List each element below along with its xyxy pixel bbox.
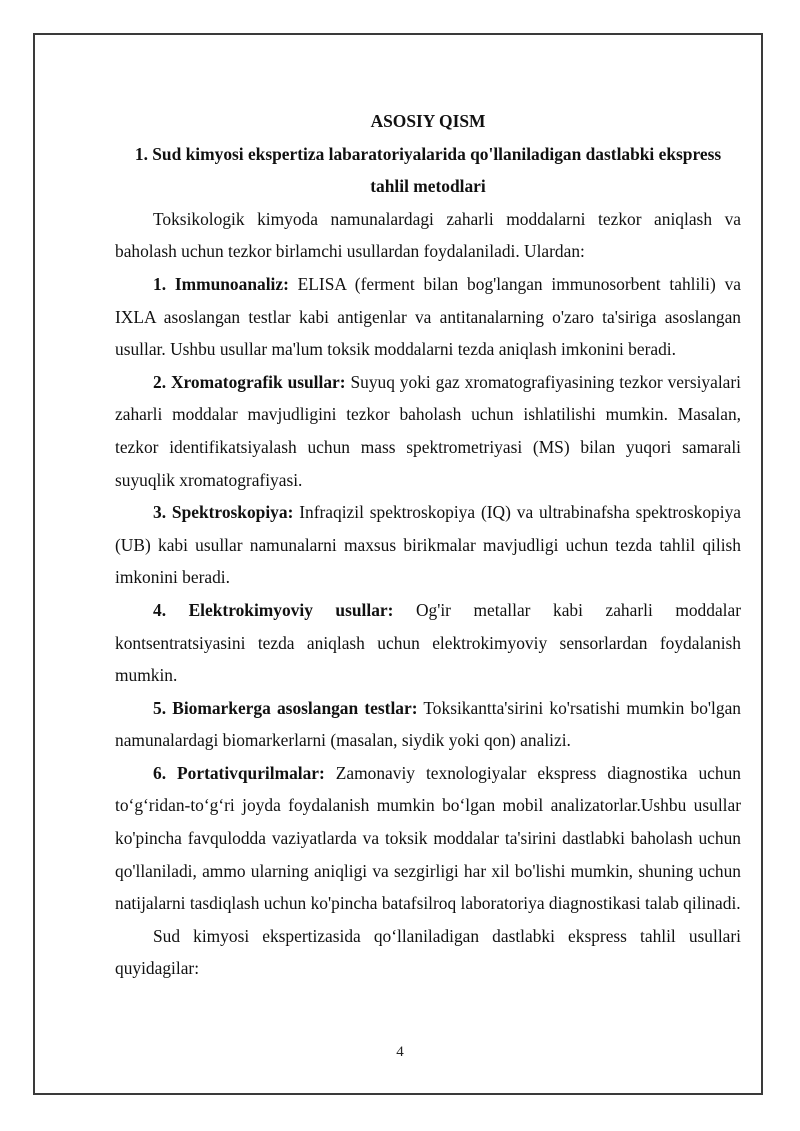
page-number: 4 — [396, 1044, 404, 1060]
item-label: 2. Xromatografik usullar: — [153, 371, 346, 392]
item-text: ELISA (ferment bilan bog'langan immunosorbent tahlili) va IXLA asoslangan testlar kabi antigenlar va antitanalarning o'zaro ta'siriga asoslangan usullar. Ushbu usullar ma'lum toksik moddalarni tezda aniqlash imkonini beradi. — [115, 273, 741, 360]
document-body — [115, 105, 741, 985]
item-text: Infraqizil spektroskopiya (IQ) va ultrabinafsha spektroskopiya (UB) kabi usullar namunalarni maxsus birikmalar mavjudligi uchun tezda tahlil qilish imkonini beradi. — [115, 502, 741, 588]
item-label: 5. Biomarkerga asoslangan testlar: — [153, 697, 418, 718]
item-text: Suyuq yoki gaz xromatografiyasining tezkor versiyalari zaharli moddalar mavjudligini tezkor baholash uchun ishlatilishi mumkin. Masalan, tezkor identifikatsiyalash uchun mass spektrometriyasi (MS) bilan yuqori samarali suyuqlik xromatografiyasi. — [115, 371, 742, 490]
item-label: 4. Elektrokimyoviy usullar: — [153, 599, 394, 620]
item-text: Zamonaviy texnologiyalar ekspress diagnostika uchun to‘g‘ridan-to‘g‘ri joyda foydalanish mumkin bo‘lgan mobil analizatorlar.Ushbu usullar ko'pincha favqulodda vaziyatlarda va toksik moddalar ta'sirini dastlabki baholash uchun qo'llaniladi, ammo ularning aniqligi va sezgirligi har xil bo'lishi mumkin, shuning uchun natijalarni tasdiqlash uchun ko'pincha batafsilroq laboratoriya diagnostikasi talab qilinadi. — [115, 762, 741, 914]
item-label: 3. Spektroskopiya: — [153, 502, 294, 523]
list-item — [115, 268, 741, 366]
page-title: ASOSIY QISM — [370, 111, 486, 131]
list-item — [115, 496, 741, 594]
list-item — [115, 757, 741, 920]
item-text: Og'ir metallar kabi zaharli moddalar kontsentratsiyasini tezda aniqlash uchun elektrokimyoviy sensorlardan foydalanish mumkin. — [115, 599, 741, 686]
section-heading: 1. Sud kimyosi ekspertiza labaratoriyalarida qo'llaniladigan dastlabki ekspress tahlil metodlari — [134, 143, 722, 197]
intro-paragraph: Toksikologik kimyoda namunalardagi zaharli moddalarni tezkor aniqlash va baholash uchun tezkor birlamchi usullardan foydalaniladi. Ulardan: — [115, 208, 741, 262]
list-item — [115, 692, 741, 757]
list-item — [115, 366, 741, 496]
item-label: 6. Portativqurilmalar: — [153, 762, 325, 783]
item-label: 1. Immunoanaliz: — [153, 273, 289, 294]
item-text: Toksikantta'sirini ko'rsatishi mumkin bo'lgan namunalardagi biomarkerlarni (masalan, siydik yoki qon) analizi. — [115, 697, 741, 751]
closing-paragraph: Sud kimyosi ekspertizasida qo‘llaniladigan dastlabki ekspress tahlil usullari quyidagilar: — [115, 925, 741, 979]
list-item — [115, 594, 741, 692]
